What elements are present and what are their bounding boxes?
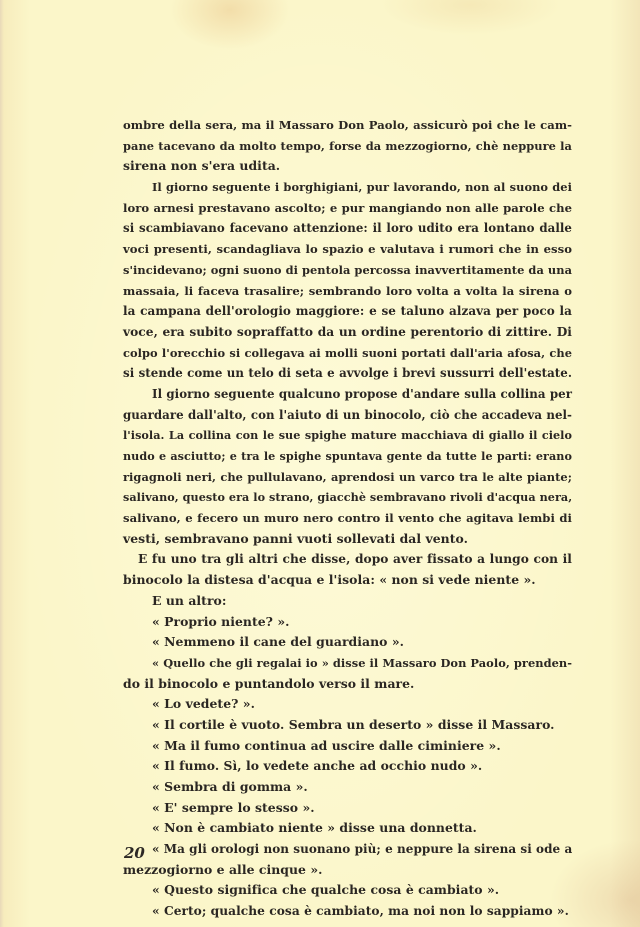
dialogue-line: do il binocolo e puntandolo verso il mare. <box>123 675 415 691</box>
text-line: voci presenti, scandagliava lo spazio e valutava i rumori che in esso <box>123 242 572 257</box>
dialogue-line: « Non è cambiato niente » disse una donnetta. <box>152 820 477 836</box>
text-line: sirena non s'era udita. <box>123 158 281 174</box>
dialogue-line: « Nemmeno il cane del guardiano ». <box>152 634 405 650</box>
text-line: rigagnoli neri, che pullulavano, aprendosi un varco tra le alte piante; <box>123 469 572 484</box>
dialogue-line: « Lo vedete? ». <box>152 696 255 712</box>
text-line: Il giorno seguente i borghigiani, pur lavorando, non al suono dei <box>152 180 572 195</box>
text-line: si stende come un telo di seta e avvolge i brevi sussurri dell'estate. <box>123 366 572 381</box>
dialogue-line: « Ma il fumo continua ad uscire dalle ciminiere ». <box>152 737 501 753</box>
text-line: si scambiavano facevano attenzione: il loro udito era lontano dalle <box>123 221 572 236</box>
text-line: la campana dell'orologio maggiore: e se taluno alzava per poco la <box>123 304 572 319</box>
dialogue-line: « Quello che gli regalai io » disse il Massaro Don Paolo, prenden- <box>152 655 572 670</box>
text-line: E fu uno tra gli altri che disse, dopo aver fissato a lungo con il <box>138 552 572 567</box>
dialogue-line: « E' sempre lo stesso ». <box>152 799 315 815</box>
dialogue-line: « Certo; qualche cosa è cambiato, ma noi non lo sappiamo ». <box>152 904 569 919</box>
text-line: Il giorno seguente qualcuno propose d'andare sulla collina per <box>152 386 572 401</box>
dialogue-line: « Ma gli orologi non suonano più; e neppure la sirena si ode a <box>152 842 573 857</box>
text-line: l'isola. La collina con le sue spighe mature macchiava di giallo il cielo <box>123 428 572 443</box>
text-line: s'incidevano; ogni suono di pentola percossa inavvertitamente da una <box>123 262 572 277</box>
text-line: ombre della sera, ma il Massaro Don Paolo, assicurò poi che le cam- <box>123 118 572 132</box>
page-edge-shadow <box>0 0 4 927</box>
dialogue-line: « Proprio niente? ». <box>152 613 290 629</box>
text-line: vesti, sembravano panni vuoti sollevati dal vento. <box>123 530 468 546</box>
dialogue-line: « Il fumo. Sì, lo vedete anche ad occhio nudo ». <box>152 758 483 774</box>
text-line: guardare dall'alto, con l'aiuto di un binocolo, ciò che accadeva nel- <box>123 407 572 422</box>
text-line: nudo e asciutto; e tra le spighe spuntava gente da tutte le parti: erano <box>123 449 572 463</box>
body-text <box>123 115 572 922</box>
text-line: loro arnesi prestavano ascolto; e pur mangiando non alle parole che <box>123 200 572 215</box>
page-number: 20 <box>124 844 145 862</box>
text-line: salivano, e fecero un muro nero contro il vento che agitava lembi di <box>123 511 572 526</box>
text-line: massaia, li faceva trasalire; sembrando loro volta a volta la sirena o <box>123 283 572 298</box>
dialogue-line: E un altro: <box>152 592 227 608</box>
dialogue-line: mezzogiorno e alle cinque ». <box>123 861 323 877</box>
dialogue-line: « Sembra di gomma ». <box>152 779 308 794</box>
text-line: voce, era subito sopraffatto da un ordine perentorio di zittire. Di <box>123 324 572 339</box>
text-line: pane tacevano da molto tempo, forse da mezzogiorno, chè neppure la <box>123 138 572 153</box>
text-line: salivano, questo era lo strano, giacchè sembravano rivoli d'acqua nera, <box>123 490 573 505</box>
dialogue-line: « Il cortile è vuoto. Sembra un deserto » disse il Massaro. <box>152 716 555 732</box>
dialogue-line: « Questo significa che qualche cosa è cambiato ». <box>152 882 500 898</box>
text-line: colpo l'orecchio si collegava ai molli suoni portati dall'aria afosa, che <box>123 345 572 360</box>
text-line: binocolo la distesa d'acqua e l'isola: « non si vede niente ». <box>123 572 536 588</box>
